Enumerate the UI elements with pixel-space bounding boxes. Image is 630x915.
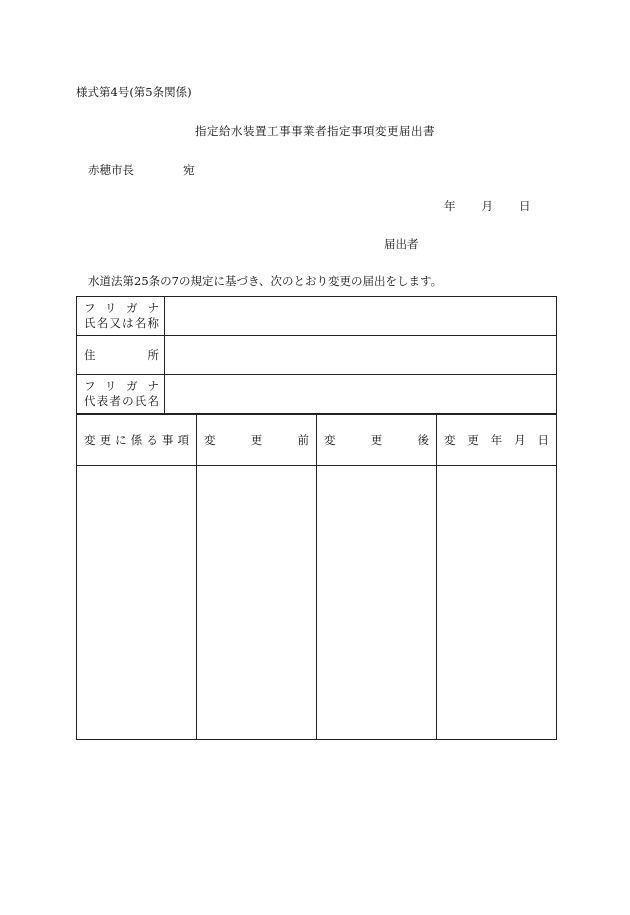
page-title: 指定給水装置工事事業者指定事項変更届出書 [195,124,435,138]
statement-text: 水道法第25条の7の規定に基づき、次のとおり変更の届出をします。 [88,274,443,288]
representative-furigana-label: フリガナ [84,379,159,393]
column-header-date: 変更年月日 [437,415,557,466]
address-input-cell[interactable] [165,336,557,375]
date-day-label: 日 [519,199,531,213]
name-label-cell [77,297,165,336]
column-header-after: 変更後 [317,415,437,466]
changes-header-row [77,415,557,466]
change-date-cell[interactable] [437,466,557,740]
changes-table [76,414,557,740]
name-input-cell[interactable] [165,297,557,336]
date-line [444,198,531,214]
form-number: 様式第4号(第5条関係) [76,85,192,99]
name-row [77,297,557,336]
address-label: 住所 [84,347,159,362]
before-change-cell[interactable] [197,466,317,740]
address-label-cell [77,336,165,375]
column-header-before: 変更前 [197,415,317,466]
representative-label: 代表者の氏名 [84,394,159,408]
column-header-item: 変更に係る事項 [77,415,197,466]
addressee-suffix: 宛 [183,163,195,177]
changed-item-cell[interactable] [77,466,197,740]
address-row [77,336,557,375]
name-label: 氏名又は名称 [84,316,159,330]
representative-row [77,375,557,414]
name-furigana-label: フリガナ [84,301,159,315]
date-year-label: 年 [444,199,456,213]
applicant-info-table [76,296,557,414]
changes-body-row [77,466,557,740]
representative-input-cell[interactable] [165,375,557,414]
addressee: 赤穂市長 [88,163,134,177]
date-month-label: 月 [481,199,493,213]
applicant-label: 届出者 [384,237,419,251]
after-change-cell[interactable] [317,466,437,740]
representative-label-cell [77,375,165,414]
